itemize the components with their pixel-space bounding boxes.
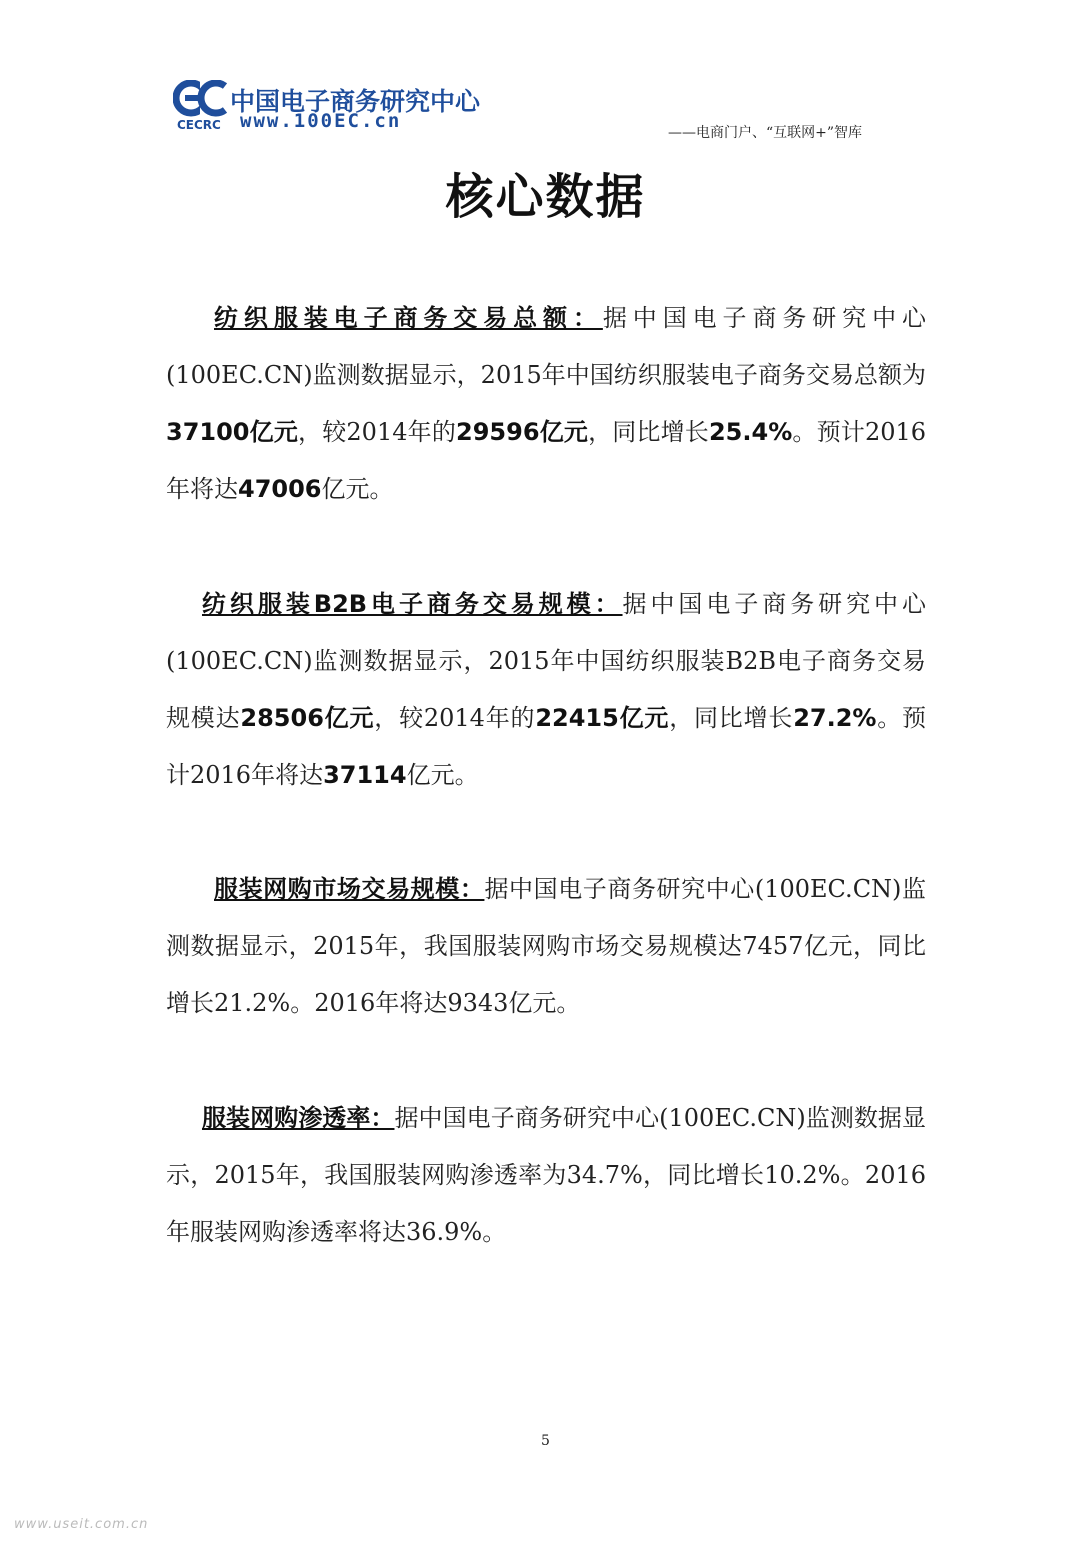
header-tagline: ——电商门户、“互联网+”智库 [668, 125, 863, 141]
paragraph-heading: 服装网购渗透率： [202, 1104, 395, 1132]
paragraph-textile-ecommerce-total [166, 290, 926, 518]
paragraph-heading: 纺织服装B2B电子商务交易规模： [202, 590, 623, 618]
highlight-value: 37114 [323, 761, 407, 789]
paragraph-apparel-online-market [166, 861, 926, 1032]
page-title: 核心数据 [445, 169, 646, 225]
cecrc-logo [173, 80, 481, 135]
paragraph-text: ，同比增长 [669, 704, 794, 732]
logo-abbreviation: CECRC [177, 118, 221, 132]
paragraph-text: 据中国电子商务研究中心(100EC.CN)监测数据显示，2015年中国纺织服装电子商务交易总额为 [166, 304, 927, 389]
highlight-value: 27.2% [793, 704, 877, 732]
paragraph-text: ，同比增长 [588, 418, 709, 446]
paragraph-text: 据中国电子商务研究中心(100EC.CN)监测数据显示，2015年，我国服装网购市场交易规模达7457亿元，同比增长21.2%。2016年将达9343亿元。 [166, 875, 927, 1017]
logo-url: www.100EC.cn [240, 110, 402, 132]
paragraph-heading: 纺织服装电子商务交易总额： [214, 304, 603, 332]
paragraph-textile-b2b-scale [166, 576, 926, 804]
paragraph-text: ，较2014年的 [298, 418, 457, 446]
logo-chinese-name: 中国电子商务研究中心 [230, 87, 481, 116]
highlight-value: 25.4% [708, 418, 793, 446]
watermark: www.useit.com.cn [14, 1517, 149, 1532]
highlight-value: 28506亿元 [240, 704, 375, 732]
highlight-value: 47006 [238, 475, 322, 503]
paragraph-text: 亿元。 [406, 761, 479, 789]
paragraph-heading: 服装网购市场交易规模： [214, 875, 485, 903]
paragraph-text: 。预计2016年将达 [166, 704, 927, 789]
page-number: 5 [541, 1433, 550, 1449]
paragraph-text: 亿元。 [321, 475, 394, 503]
paragraph-text: 。预计2016年将达 [166, 418, 927, 503]
paragraph-apparel-online-penetration [166, 1090, 926, 1261]
paragraph-text: ，较2014年的 [374, 704, 536, 732]
highlight-value: 29596亿元 [456, 418, 589, 446]
highlight-value: 22415亿元 [535, 704, 670, 732]
paragraph-text: 据中国电子商务研究中心(100EC.CN)监测数据显示，2015年中国纺织服装B2B电子商务交易规模达 [166, 590, 926, 732]
highlight-value: 37100亿元 [166, 418, 299, 446]
paragraph-text: 据中国电子商务研究中心(100EC.CN)监测数据显示，2015年，我国服装网购渗透率为34.7%，同比增长10.2%。2016年服装网购渗透率将达36.9%。 [166, 1104, 926, 1246]
